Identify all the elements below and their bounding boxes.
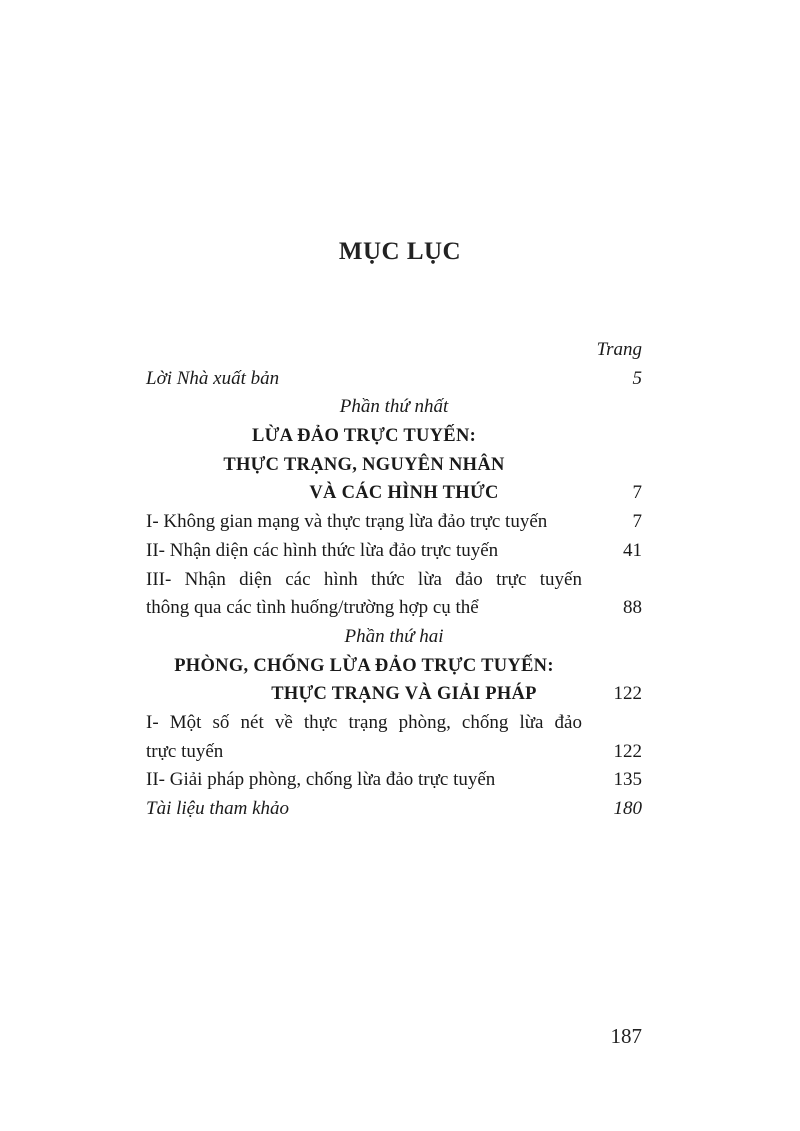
toc-entry-label: trực tuyến <box>146 740 224 762</box>
part-label[interactable] <box>146 623 642 652</box>
toc-entry-label: THỰC TRẠNG VÀ GIẢI PHÁP <box>271 684 537 705</box>
toc-entry-label: I- Không gian mạng và thực trạng lừa đảo trực tuyến <box>146 511 548 533</box>
page-column-header: Trang <box>596 339 642 360</box>
part-title-line[interactable] <box>146 680 642 709</box>
toc-entry-page: 180 <box>613 798 642 819</box>
toc-entry[interactable] <box>146 566 642 595</box>
toc-entry[interactable] <box>146 508 642 537</box>
toc-entry-page: 7 <box>632 511 642 533</box>
part-title-line[interactable] <box>146 479 642 508</box>
toc-entry-label: VÀ CÁC HÌNH THỨC <box>309 483 499 504</box>
toc-entry-label: III- Nhận diện các hình thức lừa đảo trực tuyến <box>146 568 582 590</box>
toc-entry-page: 135 <box>613 769 642 791</box>
toc-entry[interactable] <box>146 365 642 394</box>
toc-entry-label: PHÒNG, CHỐNG LỪA ĐẢO TRỰC TUYẾN: <box>174 655 554 676</box>
toc-entry-page: 88 <box>623 597 642 619</box>
toc-entry-page: 5 <box>632 367 642 389</box>
toc-entry[interactable] <box>146 795 642 824</box>
toc-entry-label: LỪA ĐẢO TRỰC TUYẾN: <box>251 426 477 447</box>
toc-entry-page: 122 <box>613 683 642 705</box>
page-column-header-row <box>146 336 642 365</box>
toc-entry-label: Tài liệu tham khảo <box>146 798 290 819</box>
toc-entry-page: 122 <box>613 740 642 762</box>
toc-entry-label: I- Một số nét về thực trạng phòng, chống lừa đảo <box>146 711 582 733</box>
toc-entry[interactable] <box>146 537 642 566</box>
toc-entry-label: Phần thứ nhất <box>339 396 449 418</box>
page-number: 187 <box>610 1024 642 1048</box>
part-title-line[interactable] <box>146 451 642 480</box>
toc-entry-label: THỰC TRẠNG, NGUYÊN NHÂN <box>223 454 505 475</box>
toc-entry[interactable] <box>146 738 642 767</box>
toc-entry[interactable] <box>146 594 642 623</box>
toc-entry-label: II- Giải pháp phòng, chống lừa đảo trực tuyến <box>146 769 496 791</box>
part-title-line[interactable] <box>146 652 642 681</box>
toc-entry[interactable] <box>146 709 642 738</box>
toc-entry-page: 7 <box>632 482 642 504</box>
toc-entry-label: II- Nhận diện các hình thức lừa đảo trực tuyến <box>146 539 499 561</box>
toc-entry-label: Phần thứ hai <box>344 625 444 647</box>
part-label[interactable] <box>146 393 642 422</box>
part-title-line[interactable] <box>146 422 642 451</box>
toc-entry[interactable] <box>146 766 642 795</box>
page-title: MỤC LỤC <box>338 238 462 265</box>
toc-entry-label: thông qua các tình huống/trường hợp cụ thể <box>146 597 479 619</box>
toc-entry-label: Lời Nhà xuất bản <box>146 367 280 389</box>
toc-entry-page: 41 <box>623 539 642 561</box>
table-of-contents <box>146 336 642 824</box>
